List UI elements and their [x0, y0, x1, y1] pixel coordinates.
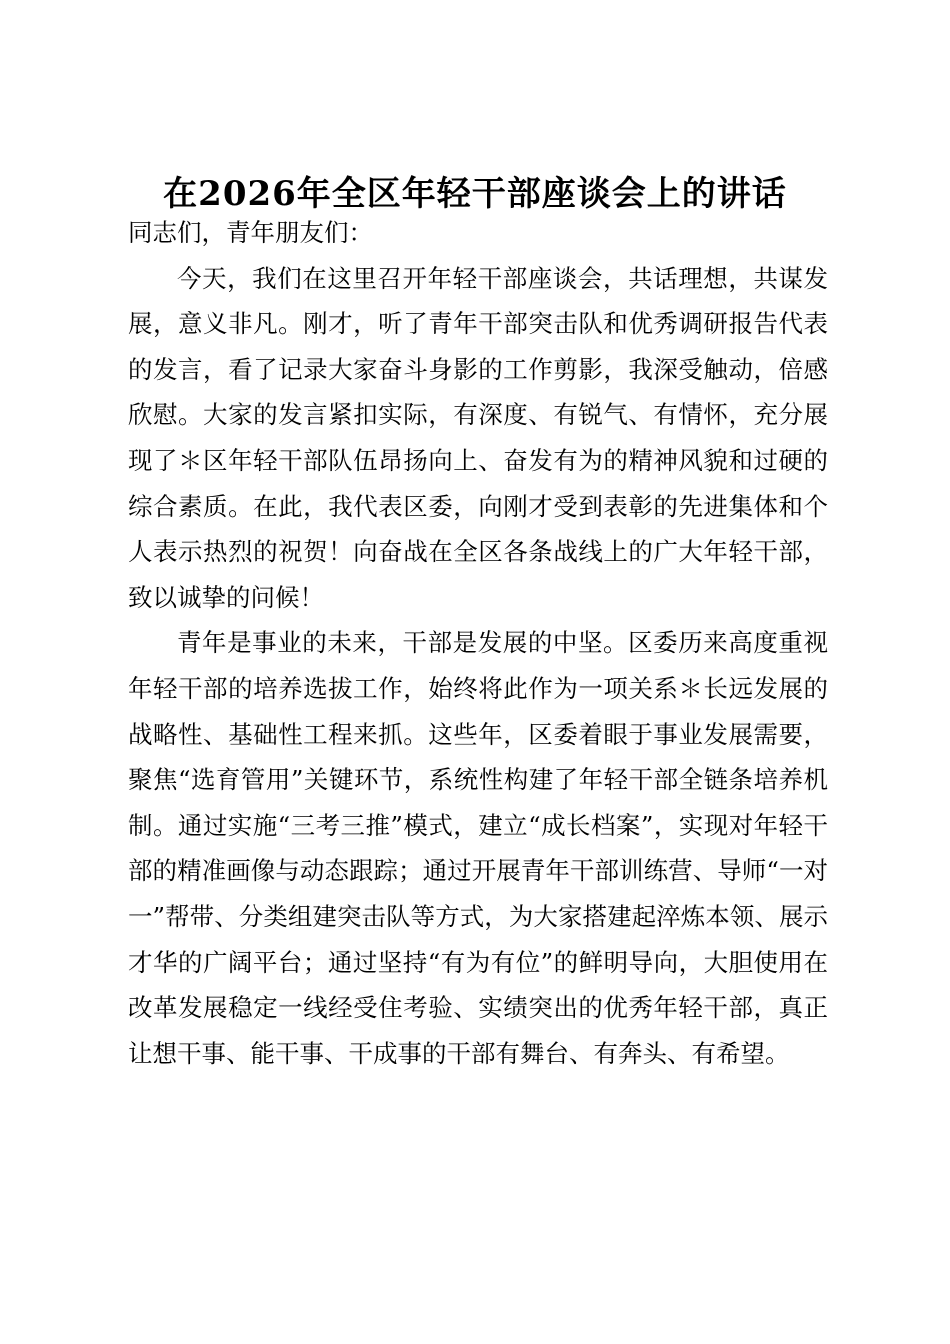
- paragraph-2: 青年是事业的未来，干部是发展的中坚。区委历来高度重视年轻干部的培养选拔工作，始终将此作为一项关系＊长远发展的战略性、基础性工程来抓。这些年，区委着眼于事业发展需要，聚焦“选育管用”关键环节，系统性构建了年轻干部全链条培养机制。通过实施“三考三推”模式，建立“成长档案”，实现对年轻干部的精准画像与动态跟踪；通过开展青年干部训练营、导师“一对一”帮带、分类组建突击队等方式，为大家搭建起淬炼本领、展示才华的广阔平台；通过坚持“有为有位”的鲜明导向，大胆使用在改革发展稳定一线经受住考验、实绩突出的优秀年轻干部，真正让想干事、能干事、干成事的干部有舞台、有奔头、有希望。: [128, 628, 828, 1068]
- salutation: 同志们，青年朋友们：: [128, 218, 373, 247]
- paragraph-1: 今天，我们在这里召开年轻干部座谈会，共话理想，共谋发展，意义非凡。刚才，听了青年干部突击队和优秀调研报告代表的发言，看了记录大家奋斗身影的工作剪影，我深受触动，倍感欣慰。大家的发言紧扣实际，有深度、有锐气、有情怀，充分展现了＊区年轻干部队伍昂扬向上、奋发有为的精神风貌和过硬的综合素质。在此，我代表区委，向刚才受到表彰的先进集体和个人表示热烈的祝贺！向奋战在全区各条战线上的广大年轻干部，致以诚挚的问候！: [128, 263, 828, 612]
- document-body: [128, 210, 828, 1076]
- document-title: 在2026年全区年轻干部座谈会上的讲话: [163, 174, 787, 214]
